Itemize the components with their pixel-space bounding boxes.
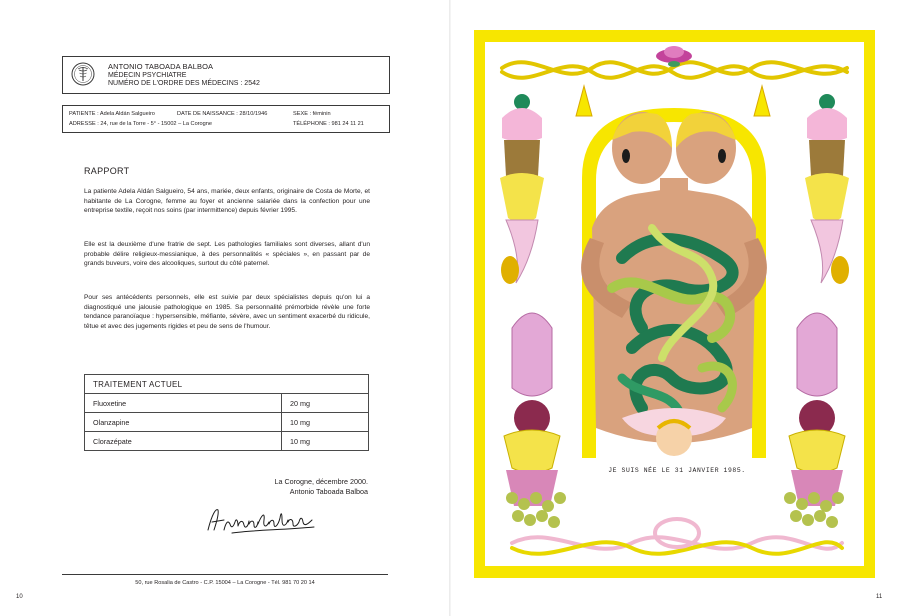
patient-sex: SEXE : féminin xyxy=(293,111,331,117)
patient-phone: TÉLÉPHONE : 981 24 11 21 xyxy=(293,121,364,127)
drug-name: Olanzapine xyxy=(85,413,282,432)
drug-dose: 10 mg xyxy=(282,413,369,432)
patient-birthdate: DATE DE NAISSANCE : 28/10/1946 xyxy=(177,111,268,117)
footer-divider xyxy=(62,574,388,575)
footer-address: 50, rue Rosalia de Castro - C.P. 15004 – La Corogne - Tél. 981 70 20 14 xyxy=(135,580,315,586)
table-row xyxy=(85,413,369,432)
spine-gutter xyxy=(449,0,451,616)
patient-name: PATIENTE : Adela Aldán Salgueiro xyxy=(69,111,155,117)
table-row xyxy=(85,432,369,451)
doctor-name: ANTONIO TABOADA BALBOA xyxy=(108,62,214,71)
doctor-license: NUMÉRO DE L'ORDRE DES MÉDECINS : 2542 xyxy=(108,80,260,87)
report-paragraph-1: La patiente Adela Aldán Salgueiro, 54 ans, mariée, deux enfants, originaire de Costa de Morte, et habitante de La Corogne, femme au foyer et ancienne salariée dans la confection pour une entreprise textile, reçoit nos soins (par intermittence) depuis février 1995. xyxy=(84,188,370,214)
doctor-title: MÉDECIN PSYCHIATRE xyxy=(108,71,187,79)
report-paragraph-2: Elle est la deuxième d'une fratrie de sept. Les pathologies familiales sont diverses, allant d'un probable délire religieux-messianique, à des personnalités « spéciales », en passant par de grands buveurs, voire des alcooliques, surtout du côté paternel. xyxy=(84,241,370,267)
page-number-left: 10 xyxy=(16,594,23,600)
drug-dose: 10 mg xyxy=(282,432,369,451)
illustration-caption: JE SUIS NÉE LE 31 JANVIER 1985. xyxy=(608,467,746,474)
treatment-header: TRAITEMENT ACTUEL xyxy=(85,375,369,394)
drug-dose: 20 mg xyxy=(282,394,369,413)
illustration-twins-snakes xyxy=(472,28,877,580)
report-title: RAPPORT xyxy=(84,166,130,176)
drug-name: Fluoxetine xyxy=(85,394,282,413)
letterhead xyxy=(62,56,390,94)
page-number-right: 11 xyxy=(876,594,883,600)
patient-info-box xyxy=(62,105,390,133)
caduceus-seal-icon xyxy=(71,62,95,86)
patient-address: ADRESSE : 24, rue de la Torre - 5° - 15002 – La Corogne xyxy=(69,121,212,127)
treatment-table xyxy=(84,374,369,451)
treatment-header-row xyxy=(85,375,369,394)
signer-name: Antonio Taboada Balboa xyxy=(289,487,368,496)
table-row xyxy=(85,394,369,413)
letterhead-text xyxy=(108,63,260,89)
report-paragraph-3: Pour ses antécédents personnels, elle est suivie par deux spécialistes depuis qu'on lui a diagnostiqué une jalousie pathologique en 1985. Sa personnalité prémorbide révèle une forte tendance paranoïaque : hypersensible, méfiante, sévère, avec un sentiment exacerbé du ridicule, têtue et avec des jugements rigides et peu de sens de l'humour. xyxy=(84,294,370,330)
place-date: La Corogne, décembre 2000. xyxy=(274,477,368,486)
drug-name: Clorazépate xyxy=(85,432,282,451)
handwritten-signature xyxy=(202,500,322,540)
